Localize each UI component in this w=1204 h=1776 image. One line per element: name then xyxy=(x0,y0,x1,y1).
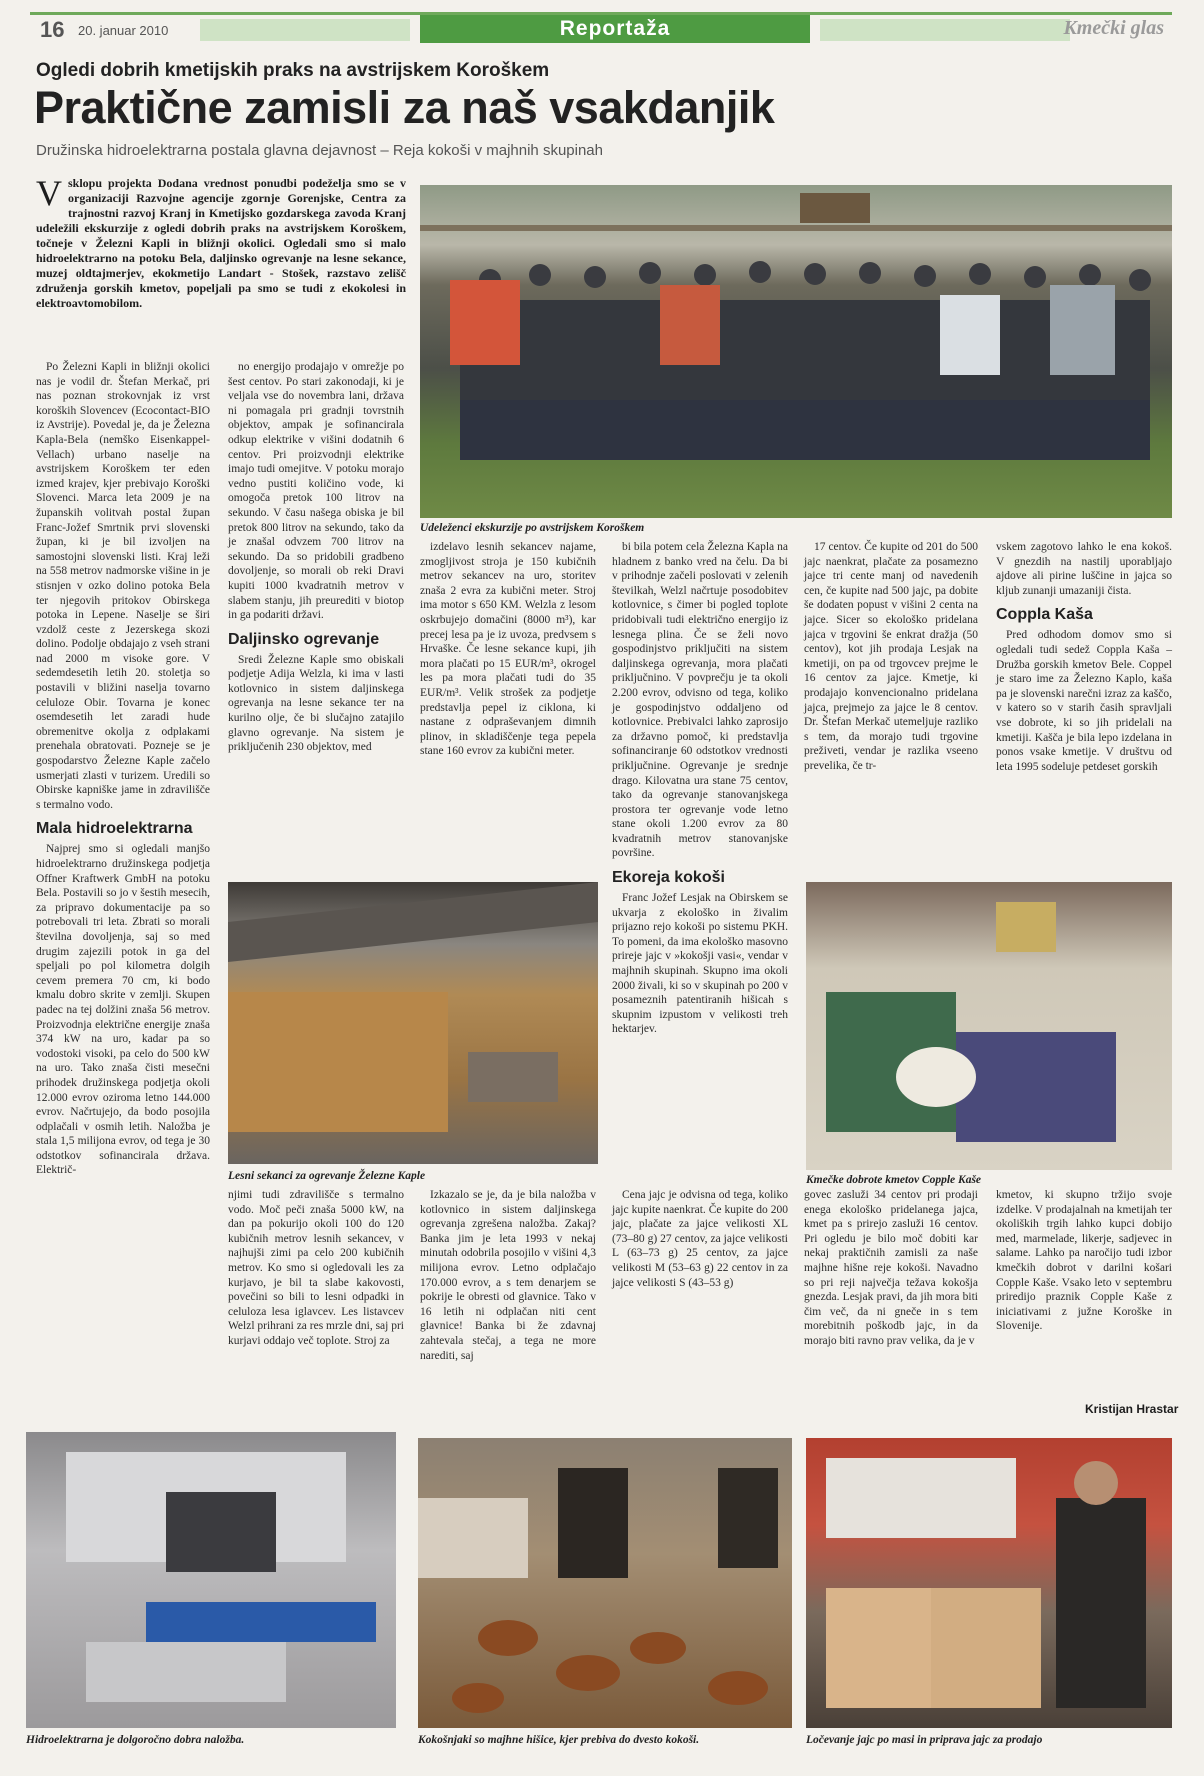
author-name: Kristijan Hrastar xyxy=(1085,1402,1179,1416)
paragraph: Cena jajc je odvisna od tega, koliko jajc kupite naenkrat. Če kupite do 200 jajc, plačate za jajce velikosti XL (73–80 g) 27 centov, za jajce velikosti L (63–73 g) 25 centov, za jajce velikosti M (53–63 g) 22 centov in za jajce velikosti S (43–53 g) xyxy=(612,1189,788,1289)
article-title: Praktične zamisli za naš vsakdanjik xyxy=(34,82,775,133)
caption-chips: Lesni sekanci za ogrevanje Železne Kaple xyxy=(228,1170,426,1182)
column-3-lower xyxy=(420,1188,596,1363)
publication-logo: Kmečki glas xyxy=(1063,17,1164,39)
heading-daljinsko-ogrevanje: Daljinsko ogrevanje xyxy=(228,630,380,648)
header-bar-right xyxy=(820,19,1070,41)
wood-chips-photo xyxy=(228,882,598,1164)
column-1 xyxy=(36,360,210,1178)
lead-text: sklopu projekta Dodana vrednost ponudbi podeželja smo se v organizaciji Razvojne agencije zgornje Gorenjske, Centra za trajnostni razvoj Kranj in Kmetijsko gozdarskega zavoda Kranj udeležili ekskurzije z ogledi dobrih praks na avstrijskem Koroškem, točneje v Železni Kapli in bližnji okolici. Ogledali smo si malo hidroelektrarno na potoku Bela, daljinsko ogrevanje na lesne sekance, muzej oldtajmerjev, ekokmetijo Landart - Stošek, razstavo zelišč združenja gorskih kmetov, popeljali pa smo se tudi z ekokolesi in elektroavtomobilom. xyxy=(36,176,406,310)
paragraph: Sredi Železne Kaple smo obiskali podjetje Adija Welzla, ki ima v lasti kotlovnico in sistem daljinskega ogrevanja na lesne sekance ter na kurilno olje, če bi slučajno zatajilo glavno ogrevanje. Na sistem je priključenih 230 objektov, med xyxy=(228,653,404,754)
column-5-lower xyxy=(804,1188,978,1349)
paragraph: Najprej smo si ogledali manjšo hidroelektrarno družinskega podjetja Offner Kraftwerk GmbH na potoku Bela. Postavili so jo v šestih mesecih, za pripravo dokumentacije pa so potrebovali tri leta. Zbrati so morali številna dovoljenja, saj so med drugim zajezili potok in ga del speljali po pol kilometra dolgih cevem premera 70 cm, ki bodo kmalu dobro skrite v zemlji. Skupen padec na tej dolžini znaša 56 metrov. Proizvodnja električne energije znaša 374 kW na uro, kadar pa so vodostoki visoki, pa celo do 500 kW na uro. Tako znaša čisti mesečni prihodek družinskega podjetja okoli 12.000 evrov oziroma letno 144.000 evrov. Načrtujejo, da bodo posojila odplačali v osmih letih. Naložba je stala 1,5 milijona evrov, od tega je 30 odstotkov sofinancirala država. Električ- xyxy=(36,843,210,1177)
column-4-lower xyxy=(612,1188,788,1290)
column-2-lower xyxy=(228,1188,404,1349)
group-photo-figures xyxy=(420,185,1172,518)
heading-coppla-kasa: Coppla Kaša xyxy=(996,606,1093,624)
hens-coop xyxy=(418,1438,792,1728)
wood-chips-shed xyxy=(228,882,598,1164)
column-3 xyxy=(420,540,596,759)
column-5 xyxy=(804,540,978,774)
section-label: Reportaža xyxy=(420,15,810,43)
products-photo xyxy=(806,882,1172,1170)
page-number: 16 xyxy=(40,17,65,42)
heading-ekoreja-kokosi: Ekoreja kokoši xyxy=(612,869,725,887)
article-lead xyxy=(36,173,406,311)
paragraph: Izkazalo se je, da je bila naložba v kotlovnico in sistem daljinskega ogrevanja zgrešena naložba. Zakaj? Banka jim je leta 1993 v nekaj minutah odobrila posojilo v višini 4,3 milijona evrov. Letno odplačajo 170.000 evrov, a s tem denarjem se pokrije le obresti od glavnice. Tako v 16 letih ni odplačan niti cent glavnice! Banka bi že zdavnaj zahtevala stečaj, a tega ne more narediti, saj xyxy=(420,1189,596,1362)
column-6-lower xyxy=(996,1188,1172,1334)
products-display xyxy=(806,882,1172,1170)
paragraph: govec zasluži 34 centov pri prodaji enega ekološko pridelanega jajca, kmet pa s prirejo zasluži 16 centov. Pri ogledu je bilo moč dobiti kar nekaj praktičnih zamisli za naše majhne hišne reje kokoši. Navadno so pri reji največja težava kokošja gnezda. Lesjak pravi, da jih mora biti čim več, da ni gneče in s tem morebitnih poškodb jajc, in da morajo biti ravno prav velika, da je v xyxy=(804,1189,978,1347)
paragraph: bi bila potem cela Železna Kapla na hladnem z banko vred na čelu. Da bi v prihodnje začeli poslovati v zelenih številkah, Welzl načrtuje posodobitev kotlovnice, s čimer bi pogled toplote pridobivali tudi električno energijo iz lesnega plina. Če se želi novo gospodinjstvo priključiti na sistem daljinskega ogrevanja, mora plačati priključnino. V povprečju je ta okoli 2.200 evrov, odvisno od tega, koliko je gospodinjstvo oddaljeno od kotlovnice. Prebivalci lahko zaprosijo za državno pomoč, ki predstavlja sofinanciranje 60 odstotkov vrednosti priključnine. Ogrevanje je srednje drago. Kilovatna ura stane 75 centov, tako da ogrevanje stanovanjskega prostora ter ogrevanje vode letno stane okoli 1.200 evrov za 80 kvadratnih metrov stanovanjske površine. xyxy=(612,541,788,860)
eggs-photo xyxy=(806,1438,1172,1728)
heading-mala-hidroelektrarna: Mala hidroelektrarna xyxy=(36,820,193,838)
eggs-sorting xyxy=(806,1438,1172,1728)
caption-products: Kmečke dobrote kmetov Copple Kaše xyxy=(806,1174,982,1186)
drop-cap: V xyxy=(36,173,62,213)
hydro-photo xyxy=(26,1432,396,1728)
caption-eggs: Ločevanje jajc po masi in priprava jajc za prodajo xyxy=(806,1734,1043,1746)
caption-group: Udeleženci ekskurzije po avstrijskem Koroškem xyxy=(420,522,645,534)
group-photo xyxy=(420,185,1172,518)
issue-date: 20. januar 2010 xyxy=(78,23,169,38)
column-6 xyxy=(996,540,1172,774)
paragraph: no energijo prodajajo v omrežje po šest centov. Po stari zakonodaji, ki je veljala vse do novembra lani, država ni pomagala pri gradnji tovrstnih objektov, ampak je sofinancirala odkup elektrike v višini dodatnih 6 centov. Pri proizvodnji elektrike imajo tudi omejitve. V potoku morajo vedno pustiti količino vode, ki omogoča pretok 100 litrov na sekundo. V času našega obiska je bil pretok 800 litrov na sekundo, tako da je znašal odvzem 700 litrov na sekundo. Da so pridobili gradbeno dovoljenje, so morali ob reki Dravi kupiti 1000 kvadratnih metrov v slabem stanju, jih preurediti v biotop in ga podariti državi. xyxy=(228,361,404,622)
paragraph: 17 centov. Če kupite od 201 do 500 jajc naenkrat, plačate za posamezno jajce tri cente manj od navedenih cen, če kupite nad 500 jajc, pa dobite še dodaten popust v višini 2 centa na jajce. Sicer so ekološko pridelana jajca v trgovini še enkrat dražja (50 centov), kot jih prodaja Lesjak na kmetiji, on pa od trgovcev prejme le 16 centov za jajce. Kmetje, ki prodajajo konvencionalno pridelana jajca, prejmejo za jajce le 8 centov. Dr. Štefan Merkač utemeljuje razliko s tem, da morajo tudi trgovine preživeti, vendar je razlika vseeno prevelika, če tr- xyxy=(804,541,978,772)
caption-hens: Kokošnjaki so majhne hišice, kjer prebiva do dvesto kokoši. xyxy=(418,1734,700,1746)
article-subtitle: Družinska hidroelektrarna postala glavna dejavnost – Reja kokoši v majhnih skupinah xyxy=(36,142,603,159)
paragraph: kmetov, ki skupno tržijo svoje izdelke. V prodajalnah na kmetijah ter okoliških trgih lahko kupci dobijo med, marmelade, likerje, sadjevec in salame. Lahko pa naročijo tudi izbor kmečkih dobrot v darilni košari Copple Kaše. Vsako leto v septembru priredijo praznik Copple Kaše z iniciativami z južne Koroške in Slovenije. xyxy=(996,1189,1172,1333)
paragraph: Po Železni Kapli in bližnji okolici nas je vodil dr. Štefan Merkač, pri nas poznan strokovnjak iz vrst koroških Slovencev (Ecocontact-BIO iz Avstrije). Povedal je, da je Železna Kapla-Bela (nemško Eisenkappel-Vellach) urbano naselje na avstrijskem Koroškem ter eden izmed krajev, kjer prebivajo Koroški Slovenci. Marca leta 2009 je na županskih volitvah postal župan Franc-Jožef Smrtnik prvi slovenski župan, ki je bil izvoljen na samostojni slovenski listi. Kraj leži na 558 metrov nadmorske višine in je stisnjen v ozko dolino potoka Bela ter njegovih pritokov Obirskega potoka in Lepene. Naselje se širi vzdolž ceste z Jezerskega skozi dolino. Podolje obdajajo z vseh strani nad 2000 m visoke gore. V sedemdesetih letih 20. stoletja so postavili v bližini naselja tovarno celuloze Obir. Tovarna je konec osemdesetih let zaradi hude obremenitve okolja z odplakami prenehala obratovati. Pozneje se je gospodarstvo Železne Kaple začelo usmerjati zlasti v turizem. Uredili so Obirske kapniške jame in zdravilišče s termalno vodo. xyxy=(36,361,210,811)
header-bar-left xyxy=(200,19,410,41)
column-2 xyxy=(228,360,404,755)
hydro-turbine xyxy=(26,1432,396,1728)
hens-photo xyxy=(418,1438,792,1728)
paragraph: vskem zagotovo lahko le ena kokoš. V gnezdih na nastilj uporabljajo ajdove ali pirine luščine in jajca so kljub zunanji umazaniji čista. xyxy=(996,541,1172,597)
column-4 xyxy=(612,540,788,1037)
page-header xyxy=(30,12,1172,45)
paragraph: izdelavo lesnih sekancev najame, zmogljivost stroja je 150 kubičnih metrov sekancev na uro, storitev znaša 2 evra za kubični meter. Stroj ima motor s 650 KM. Welzla z lesom oskrbujejo domačini (8000 m³), kar precej lesa pa je iz uvoza, predvsem s Hrvaške. Če lesne sekance kupi, jih mora plačati po 15 EUR/m³, okrogel les pa mora plačati tudi do 35 EUR/m³. Velik strošek za podjetje predstavlja pepel iz ciklona, ki nastane z odpraševanjem dimnih plinov, in skladiščenje tega pepela stane 160 evrov za kubični meter. xyxy=(420,541,596,758)
paragraph: Franc Jožef Lesjak na Obirskem se ukvarja z ekološko in živalim prijazno rejo kokoši po sistemu PKH. To pomeni, da ima ekološko masovno prireje jajc v »kokošji vasi«, vendar v majhnih skupinah. Skupno ima okoli 2000 živali, ki so v skupinah po 200 v posameznih patentiranih hišicah s skupnim izpustom v velikosti treh hektarjev. xyxy=(612,892,788,1036)
article-kicker: Ogledi dobrih kmetijskih praks na avstrijskem Koroškem xyxy=(36,60,550,81)
caption-hydro: Hidroelektrarna je dolgoročno dobra naložba. xyxy=(26,1734,245,1746)
paragraph: njimi tudi zdravilišče s termalno vodo. Moč peči znaša 5000 kW, na dan pa pokurijo okoli 100 do 120 kubičnih metrov lesnih sekancev, v najhujši zimi pa celo 200 kubičnih metrov. Ko smo si ogledovali les za kurjavo, je bil ta slabe kakovosti, povečini so bili to lesni odpadki in celuloza lesa iglavcev. Les listavcev Welzl prihrani za res mrzle dni, saj pri kurjavi oddajo več toplote. Stroj za xyxy=(228,1189,404,1347)
paragraph: Pred odhodom domov smo si ogledali tudi sedež Coppla Kaša – Družba gorskih kmetov Bele. Coppel je staro ime za Železno Kaplo, kaša pa je slovenski narečni izraz za kaščo, v katero so v starih časih spravljali vse dobrote, ki so jih pridelali na kmetiji. Kašča je bila lepo izdelana in ponos vsake kmetije. V društvu od leta 1995 sodeluje petdeset gorskih xyxy=(996,629,1172,773)
